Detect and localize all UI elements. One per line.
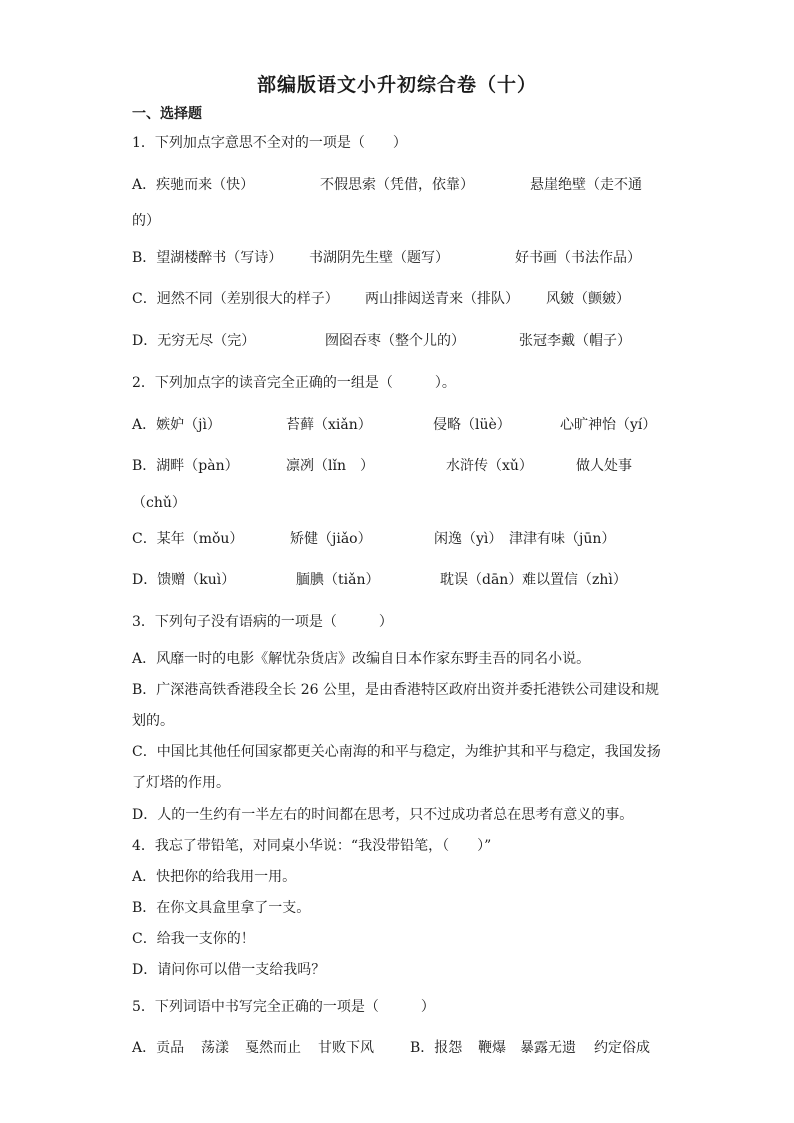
- q5-option-b-word2: 鞭爆: [478, 1040, 506, 1056]
- q3-option-a: A．风靡一时的电影《解忧杂货店》改编自日本作家东野圭吾的同名小说。: [132, 651, 591, 667]
- q5-option-b-word4: 约定俗成: [594, 1040, 650, 1056]
- question-3-stem: 3．下列句子没有语病的一项是（ ）: [132, 614, 393, 630]
- q2-option-a-part4: 心旷神怡（yí）: [560, 417, 657, 433]
- q2-option-b-part1: B．湖畔（pàn）: [132, 458, 239, 474]
- q2-option-b-part2: 凛冽（lǐn ）: [286, 458, 374, 474]
- q1-option-c-part3: 风皴（颤皴）: [546, 291, 630, 307]
- q5-option-b-label-word1: B．报怨: [410, 1040, 463, 1056]
- q4-option-d: D．请问你可以借一支给我吗？: [132, 962, 326, 978]
- q2-option-c-part2: 矫健（jiǎo）: [290, 531, 372, 547]
- q1-option-a-part1: A．疾驰而来（快）: [132, 177, 255, 193]
- q5-option-a-word4: 甘败下风: [318, 1040, 374, 1056]
- q1-option-b-part1: B．望湖楼醉书（写诗）: [132, 250, 283, 266]
- q1-option-b-part2: 书湖阴先生壁（题写）: [309, 250, 449, 266]
- q3-option-c-line2: 了灯塔的作用。: [132, 775, 230, 791]
- q1-option-d-part2: 囫囵吞枣（整个儿的）: [325, 333, 465, 349]
- q5-option-a-label-word1: A．贡品: [132, 1040, 185, 1056]
- question-4-stem: 4．我忘了带铅笔，对同桌小华说：“我没带铅笔，（ ）”: [132, 838, 492, 854]
- q5-option-b-word3: 暴露无遗: [520, 1040, 576, 1056]
- q3-option-d: D．人的一生约有一半左右的时间都在思考，只不过成功者总在思考有意义的事。: [132, 807, 634, 823]
- q2-option-d-part1: D．馈赠（kuì）: [132, 572, 236, 588]
- q2-option-d-part4: 难以置信（zhì）: [522, 572, 627, 588]
- q1-option-c-part2: 两山排闼送青来（排队）: [365, 291, 519, 307]
- q2-option-d-part2: 腼腆（tiǎn）: [296, 572, 380, 588]
- q2-option-a-part1: A．嫉妒（jì）: [132, 417, 221, 433]
- q2-option-b-part4: 做人处事: [576, 458, 632, 474]
- q1-option-d-part3: 张冠李戴（帽子）: [519, 333, 631, 349]
- q2-option-c-part4: 津津有味（jūn）: [509, 531, 616, 547]
- q1-option-d-part1: D．无穷无尽（完）: [132, 333, 256, 349]
- q3-option-b-line2: 划的。: [132, 713, 174, 729]
- q4-option-a: A．快把你的给我用一用。: [132, 869, 297, 885]
- q1-option-c-part1: C．迥然不同（差别很大的样子）: [132, 291, 339, 307]
- q5-option-a-word3: 戛然而止: [245, 1040, 301, 1056]
- question-2-stem: 2．下列加点字的读音完全正确的一组是（ ）。: [132, 375, 456, 391]
- q1-option-a-part3: 悬崖绝壁（走不通: [530, 177, 642, 193]
- q3-option-c-line1: C．中国比其他任何国家都更关心南海的和平与稳定，为维护其和平与稳定，我国发扬: [132, 744, 661, 760]
- q2-option-b-continued: （chǔ）: [132, 495, 186, 511]
- q2-option-d-part3: 耽误（dān）: [440, 572, 523, 588]
- q5-option-a-word2: 荡漾: [201, 1040, 229, 1056]
- q1-option-a-part2: 不假思索（凭借，依靠）: [320, 177, 474, 193]
- q1-option-b-part3: 好书画（书法作品）: [515, 250, 641, 266]
- q2-option-c-part3: 闲逸（yì）: [434, 531, 503, 547]
- question-1-stem: 1．下列加点字意思不全对的一项是（ ）: [132, 135, 407, 151]
- q2-option-b-part3: 水浒传（xǔ）: [446, 458, 533, 474]
- q2-option-c-part1: C．某年（mǒu）: [132, 531, 244, 547]
- page-title: 部编版语文小升初综合卷（十）: [256, 74, 537, 96]
- q1-option-a-continued: 的）: [132, 213, 160, 229]
- question-5-stem: 5．下列词语中书写完全正确的一项是（ ）: [132, 999, 435, 1015]
- q3-option-b-line1: B．广深港高铁香港段全长 26 公里，是由香港特区政府出资并委托港铁公司建设和规: [132, 682, 660, 698]
- q2-option-a-part3: 侵略（lüè）: [433, 417, 511, 433]
- q4-option-c: C．给我一支你的！: [132, 931, 255, 947]
- section-heading: 一、选择题: [132, 106, 202, 122]
- q4-option-b: B．在你文具盒里拿了一支。: [132, 900, 311, 916]
- q2-option-a-part2: 苔藓（xiǎn）: [286, 417, 372, 433]
